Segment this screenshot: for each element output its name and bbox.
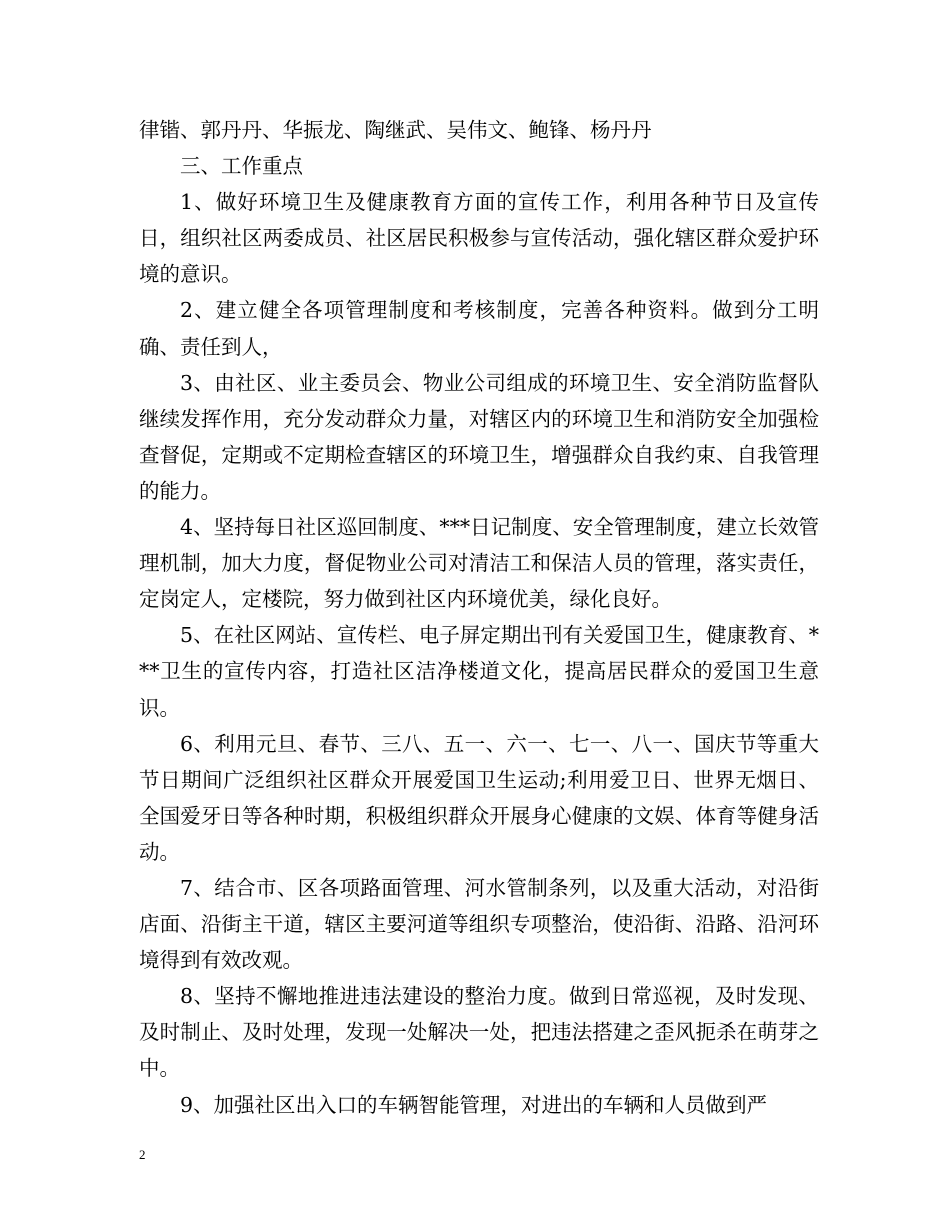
paragraph-item-3: 3、由社区、业主委员会、物业公司组成的环境卫生、安全消防监督队继续发挥作用，充分发动群众力量，对辖区内的环境卫生和消防安全加强检查督促，定期或不定期检查辖区的环境卫生，增强群众自我约束、自我管理的能力。 xyxy=(139,370,819,503)
document-body xyxy=(139,112,819,1123)
paragraph-item-1: 1、做好环境卫生及健康教育方面的宣传工作，利用各种节日及宣传日，组织社区两委成员、社区居民积极参与宣传活动，强化辖区群众爱护环境的意识。 xyxy=(139,190,819,287)
paragraph-item-6: 6、利用元旦、春节、三八、五一、六一、七一、八一、国庆节等重大节日期间广泛组织社区群众开展爱国卫生运动;利用爱卫日、世界无烟日、全国爱牙日等各种时期，积极组织群众开展身心健康的文娱、体育等健身活动。 xyxy=(139,731,819,864)
paragraph-item-9: 9、加强社区出入口的车辆智能管理，对进出的车辆和人员做到严 xyxy=(180,1092,768,1117)
paragraph-item-7: 7、结合市、区各项路面管理、河水管制条列，以及重大活动，对沿街店面、沿街主干道，辖区主要河道等组织专项整治，使沿街、沿路、沿河环境得到有效改观。 xyxy=(139,875,819,973)
paragraph-names-continued: 律锴、郭丹丹、华振龙、陶继武、吴伟文、鲍锋、杨丹丹 xyxy=(139,118,652,142)
paragraph-item-5: 5、在社区网站、宣传栏、电子屏定期出刊有关爱国卫生，健康教育、***卫生的宣传内容，打造社区洁净楼道文化，提高居民群众的爱国卫生意识。 xyxy=(139,623,819,720)
paragraph-item-4: 4、坚持每日社区巡回制度、***日记制度、安全管理制度，建立长效管理机制，加大力度，督促物业公司对清洁工和保洁人员的管理，落实责任，定岗定人，定楼院，努力做到社区内环境优美，绿化良好。 xyxy=(139,515,819,612)
page-number: 2 xyxy=(139,1147,146,1162)
paragraph-item-2: 2、建立健全各项管理制度和考核制度，完善各种资料。做到分工明确、责任到人， xyxy=(139,298,819,359)
section-heading-work-focus: 三、工作重点 xyxy=(180,154,303,179)
paragraph-item-8: 8、坚持不懈地推进违法建设的整治力度。做到日常巡视，及时发现、及时制止、及时处理，发现一处解决一处，把违法搭建之歪风扼杀在萌芽之中。 xyxy=(139,984,819,1081)
